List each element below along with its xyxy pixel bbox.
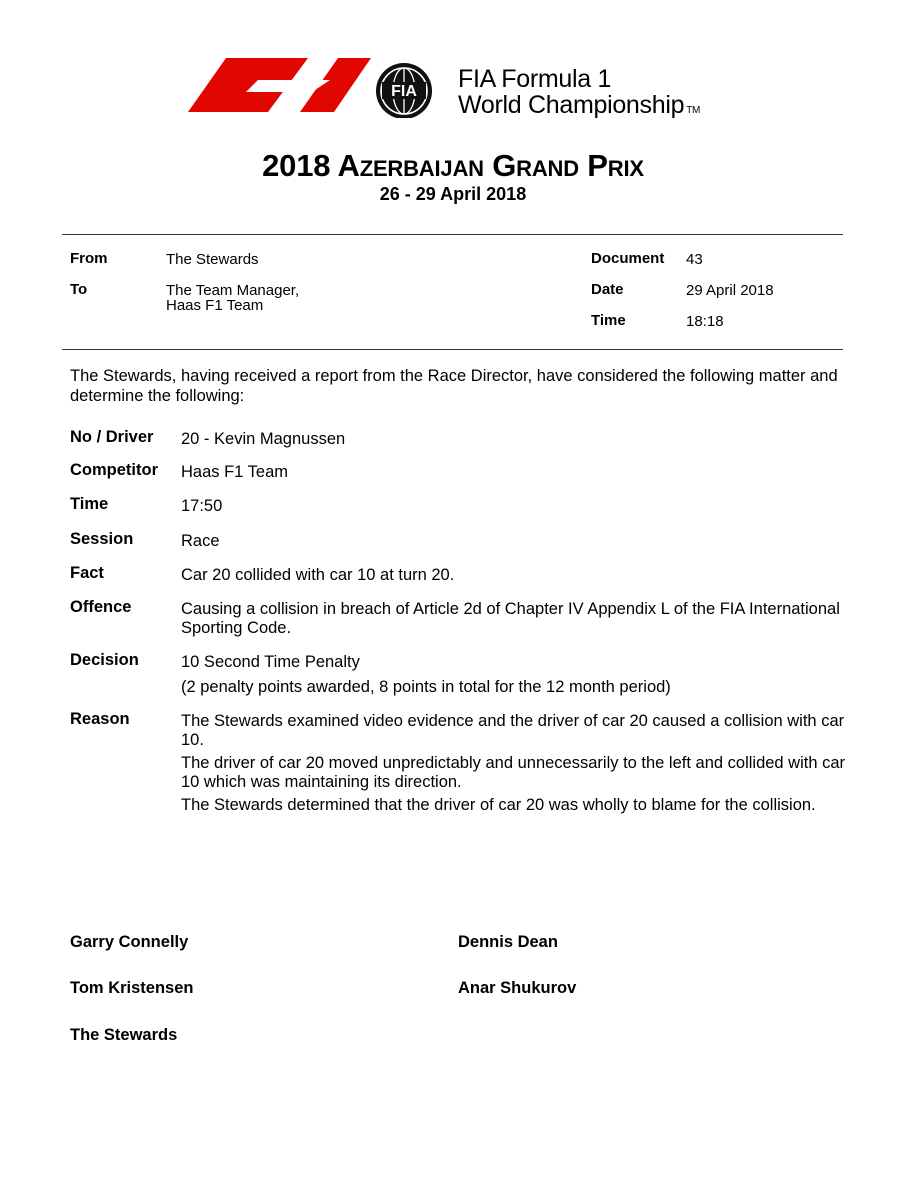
fia-badge-text: FIA <box>391 83 417 100</box>
row-paragraph: Causing a collision in breach of Article 2d of Chapter IV Appendix L of the FIA International Sporting Code. <box>181 600 840 637</box>
row-paragraph: 20 - Kevin Magnussen <box>181 430 346 448</box>
row-value-session <box>181 532 851 555</box>
row-paragraph: (2 penalty points awarded, 8 points in total for the 12 month period) <box>181 678 671 696</box>
row-label-fact: Fact <box>70 564 104 582</box>
f1-logo-icon <box>188 58 458 118</box>
row-paragraph: The Stewards examined video evidence and the driver of car 20 caused a collision with car 10. <box>181 712 845 749</box>
row-label-driver: No / Driver <box>70 428 154 446</box>
date-label: Date <box>591 281 624 298</box>
from-label: From <box>70 250 108 267</box>
time-label: Time <box>591 312 626 329</box>
signature-tom-kristensen: Tom Kristensen <box>70 979 194 997</box>
row-label-session: Session <box>70 530 134 548</box>
divider-bottom <box>62 349 843 350</box>
row-paragraph: Race <box>181 532 220 550</box>
row-label-decision: Decision <box>70 651 139 669</box>
event-dates: 26 - 29 April 2018 <box>379 184 527 204</box>
row-paragraph: Car 20 collided with car 10 at turn 20. <box>181 566 455 584</box>
to-label: To <box>70 281 88 298</box>
row-paragraph: Haas F1 Team <box>181 463 288 481</box>
time-value: 18:18 <box>686 313 724 330</box>
to-value-line1: The Team Manager, <box>166 282 300 299</box>
row-value-time <box>181 497 851 520</box>
brand-line-2 <box>458 92 700 124</box>
document-label: Document <box>591 250 665 267</box>
from-value: The Stewards <box>166 251 259 268</box>
brand-line-1: FIA Formula 1 <box>458 65 612 93</box>
row-label-time: Time <box>70 495 109 513</box>
document-value: 43 <box>686 251 703 268</box>
row-value-fact <box>181 566 851 589</box>
row-value-driver <box>181 430 851 453</box>
to-value-line2: Haas F1 Team <box>166 297 264 314</box>
signature-anar-shukurov: Anar Shukurov <box>458 979 577 997</box>
row-label-reason: Reason <box>70 710 130 728</box>
date-value: 29 April 2018 <box>686 282 774 299</box>
row-value-competitor <box>181 463 851 486</box>
f1-mark <box>188 58 371 112</box>
row-label-competitor: Competitor <box>70 461 158 479</box>
trademark: TM <box>686 105 701 116</box>
row-value-decision <box>181 653 851 701</box>
event-title: 2018 Azerbaijan Grand Prix <box>262 148 644 183</box>
intro-text: The Stewards, having received a report from the Race Director, have considered the following matter and determine the following: <box>70 367 838 405</box>
row-value-reason <box>181 712 851 819</box>
row-label-offence: Offence <box>70 598 132 616</box>
signature-dennis-dean: Dennis Dean <box>458 933 558 951</box>
row-paragraph: 17:50 <box>181 497 223 515</box>
row-paragraph: 10 Second Time Penalty <box>181 653 360 671</box>
divider-top <box>62 234 843 235</box>
signature-the-stewards: The Stewards <box>70 1026 178 1044</box>
row-value-offence <box>181 600 851 642</box>
row-paragraph: The Stewards determined that the driver of car 20 was wholly to blame for the collision. <box>181 796 816 814</box>
fia-globe-badge-icon <box>376 63 432 118</box>
brand-line-2-text: World Championship <box>458 91 685 119</box>
signature-garry-connelly: Garry Connelly <box>70 933 189 951</box>
row-paragraph: The driver of car 20 moved unpredictably and unnecessarily to the left and collided with car 10 which was maintaining its direction. <box>181 754 846 791</box>
